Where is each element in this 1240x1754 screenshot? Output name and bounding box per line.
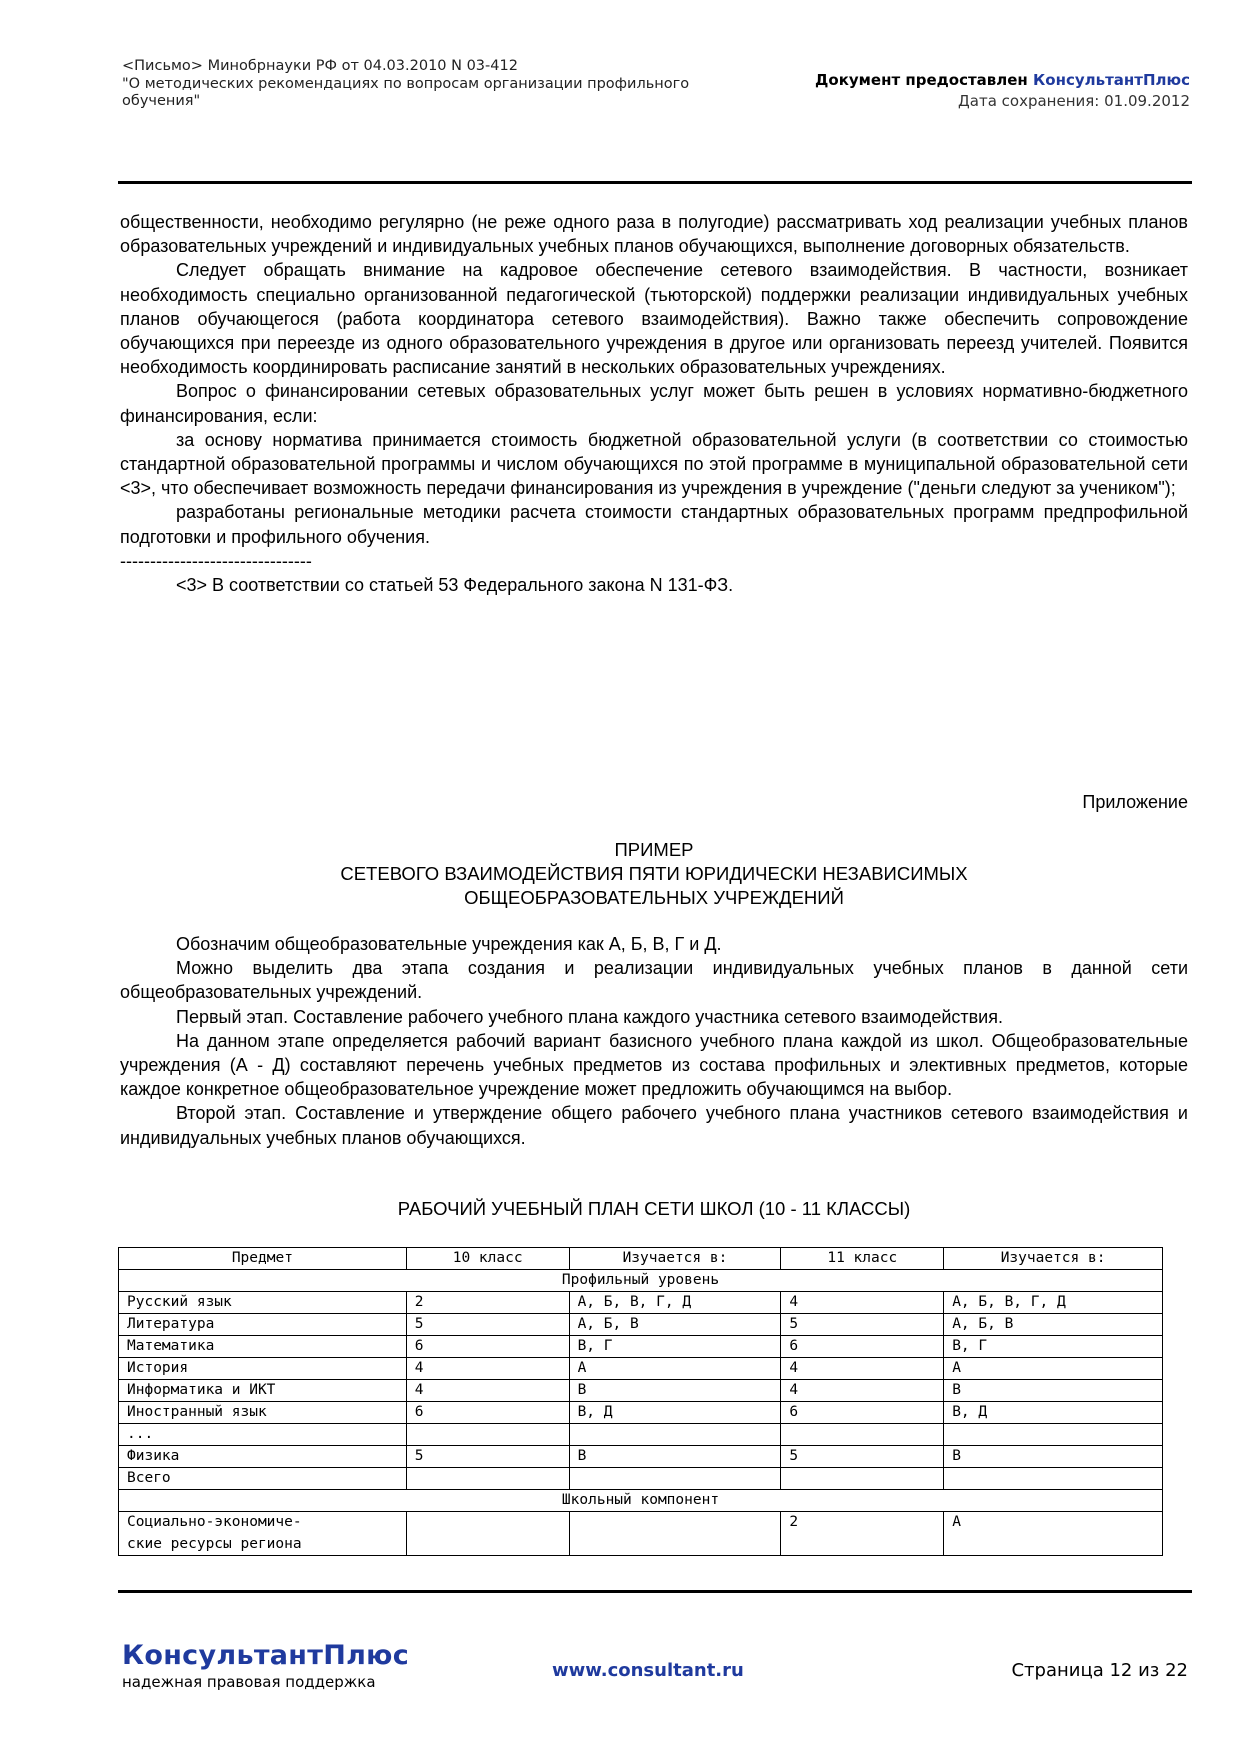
header-studied-in-10: Изучается в: (569, 1248, 781, 1270)
page-number: Страница 12 из 22 (1011, 1660, 1188, 1681)
table-cell: Информатика и ИКТ (119, 1380, 407, 1402)
brand-logo-text: КонсультантПлюс (122, 1640, 410, 1671)
table-row (119, 1446, 1163, 1468)
table-cell: 5 (781, 1314, 944, 1336)
document-header (122, 58, 1190, 178)
provided-prefix: Документ предоставлен (815, 71, 1034, 89)
table-cell: 4 (406, 1380, 569, 1402)
table-cell (781, 1468, 944, 1490)
table-cell: Физика (119, 1446, 407, 1468)
table-row (119, 1358, 1163, 1380)
title-line-3: ОБЩЕОБРАЗОВАТЕЛЬНЫХ УЧРЕЖДЕНИЙ (464, 887, 844, 908)
table-cell: 4 (781, 1380, 944, 1402)
table-cell: В, Г (944, 1336, 1163, 1358)
footnote-separator: -------------------------------- (120, 550, 312, 571)
table-row (119, 1424, 1163, 1446)
table-cell: 5 (781, 1446, 944, 1468)
provided-by (815, 70, 1190, 91)
table-cell: 5 (406, 1314, 569, 1336)
table-cell: 6 (406, 1402, 569, 1424)
paragraph: Следует обращать внимание на кадровое обеспечение сетевого взаимодействия. В частности, возникает необходимость специально организованной педагогической (тьюторской) поддержки реализации индивидуальных учебных планов обучающегося (работа координатора сетевого взаимодействия). Важно также обеспечить сопровождение обучающихся при переезде из одного образовательного учреждения в другое или организовать переезд учителей. Появится необходимость координировать расписание занятий в нескольких образовательных учреждениях. (120, 260, 1188, 378)
paragraph: за основу норматива принимается стоимость бюджетной образовательной услуги (в соответствии со стоимостью стандартной образовательной программы и числом обучающихся по этой программе в муниципальной образовательной сети <3>, что обеспечивает возможность передачи финансирования из учреждения в учреждение ("деньги следуют за учеником"); (120, 429, 1188, 499)
table-cell: 6 (406, 1336, 569, 1358)
table-cell: А (944, 1512, 1163, 1556)
website-link[interactable]: www.consultant.ru (552, 1660, 744, 1681)
table-cell (406, 1468, 569, 1490)
paragraph: Можно выделить два этапа создания и реализации индивидуальных учебных планов в данной сети общеобразовательных учреждений. (120, 958, 1188, 1003)
document-reference (122, 58, 722, 111)
header-grade10: 10 класс (406, 1248, 569, 1270)
body-section-1 (120, 210, 1188, 597)
save-date: Дата сохранения: 01.09.2012 (958, 92, 1190, 110)
table-cell: В, Д (569, 1402, 781, 1424)
section-label: Школьный компонент (119, 1490, 1163, 1512)
title-line-1: ПРИМЕР (614, 839, 694, 860)
table-cell: В, Г (569, 1336, 781, 1358)
header-grade11: 11 класс (781, 1248, 944, 1270)
table-cell (569, 1424, 781, 1446)
table-cell: А (944, 1358, 1163, 1380)
curriculum-table (118, 1247, 1163, 1556)
table-cell: Социально-экономиче- ские ресурсы региона (119, 1512, 407, 1556)
table-cell: В (944, 1446, 1163, 1468)
table-cell (944, 1424, 1163, 1446)
appendix-title (120, 838, 1188, 910)
table-cell (569, 1468, 781, 1490)
table-cell: А, Б, В (569, 1314, 781, 1336)
table-section-row (119, 1490, 1163, 1512)
title-line-2: СЕТЕВОГО ВЗАИМОДЕЙСТВИЯ ПЯТИ ЮРИДИЧЕСКИ НЕЗАВИСИМЫХ (340, 863, 968, 884)
table-cell: А (569, 1358, 781, 1380)
table-row (119, 1512, 1163, 1556)
header-subject: Предмет (119, 1248, 407, 1270)
table-cell: Литература (119, 1314, 407, 1336)
table-header-row (119, 1248, 1163, 1270)
table-cell: Математика (119, 1336, 407, 1358)
table-cell: А, Б, В, Г, Д (944, 1292, 1163, 1314)
table-cell: А, Б, В (944, 1314, 1163, 1336)
header-studied-in-11: Изучается в: (944, 1248, 1163, 1270)
table-cell: Русский язык (119, 1292, 407, 1314)
reference-line-2: "О методических рекомендациях по вопросам организации профильного (122, 75, 690, 92)
section-label: Профильный уровень (119, 1270, 1163, 1292)
table-cell: История (119, 1358, 407, 1380)
table-title: РАБОЧИЙ УЧЕБНЫЙ ПЛАН СЕТИ ШКОЛ (10 - 11 КЛАССЫ) (397, 1198, 911, 1219)
table-cell (569, 1512, 781, 1556)
table-cell: 6 (781, 1402, 944, 1424)
table-cell: Всего (119, 1468, 407, 1490)
paragraph: Первый этап. Составление рабочего учебного плана каждого участника сетевого взаимодействия. (176, 1006, 1003, 1027)
footer-brand (122, 1640, 409, 1691)
footer-divider (118, 1590, 1192, 1593)
table-cell: 5 (406, 1446, 569, 1468)
table-cell: 4 (406, 1358, 569, 1380)
header-divider (118, 181, 1192, 184)
body-section-2 (120, 932, 1188, 1150)
paragraph: разработаны региональные методики расчета стоимости стандартных образовательных программ предпрофильной подготовки и профильного обучения. (120, 502, 1188, 547)
table-cell: 4 (781, 1358, 944, 1380)
provider-info (815, 70, 1190, 112)
table-cell (944, 1468, 1163, 1490)
table-row (119, 1314, 1163, 1336)
paragraph: Второй этап. Составление и утверждение общего рабочего учебного плана участников сетевого взаимодействия и индивидуальных учебных планов обучающихся. (120, 1103, 1188, 1148)
table-row (119, 1292, 1163, 1314)
table-cell (781, 1424, 944, 1446)
brand-tagline: надежная правовая поддержка (122, 1673, 376, 1691)
paragraph: Обозначим общеобразовательные учреждения как А, Б, В, Г и Д. (176, 934, 722, 954)
paragraph: Вопрос о финансировании сетевых образовательных услуг может быть решен в условиях нормативно-бюджетного финансирования, если: (120, 381, 1188, 426)
table-row (119, 1336, 1163, 1358)
table-cell: 2 (406, 1292, 569, 1314)
table-cell: 2 (781, 1512, 944, 1556)
table-section-row (119, 1270, 1163, 1292)
table-cell: В, Д (944, 1402, 1163, 1424)
reference-line-3: обучения" (122, 93, 201, 109)
table-cell: ... (119, 1424, 407, 1446)
table-cell: 4 (781, 1292, 944, 1314)
table-cell: В (569, 1380, 781, 1402)
provided-brand: КонсультантПлюс (1033, 71, 1190, 89)
reference-line-1: <Письмо> Минобрнауки РФ от 04.03.2010 N 03-412 (122, 58, 518, 74)
table-cell: В (944, 1380, 1163, 1402)
paragraph: На данном этапе определяется рабочий вариант базисного учебного плана каждой из школ. Общеобразовательные учреждения (А - Д) составляют перечень учебных предметов из состава профильных и элективных предметов, которые каждое конкретное общеобразовательное учреждение может предложить обучающимся на выбор. (120, 1030, 1188, 1100)
appendix-label: Приложение (1082, 792, 1188, 812)
table-cell (406, 1512, 569, 1556)
table-cell (406, 1424, 569, 1446)
table-row (119, 1380, 1163, 1402)
table-cell: Иностранный язык (119, 1402, 407, 1424)
footnote: <3> В соответствии со статьей 53 Федерального закона N 131-ФЗ. (176, 575, 734, 596)
table-cell: 6 (781, 1336, 944, 1358)
table-cell: А, Б, В, Г, Д (569, 1292, 781, 1314)
table-row (119, 1402, 1163, 1424)
table-row (119, 1468, 1163, 1490)
paragraph: общественности, необходимо регулярно (не реже одного раза в полугодие) рассматривать ход реализации учебных планов образовательных учреждений и индивидуальных учебных планов обучающихся, выполнение договорных обязательств. (120, 212, 1188, 257)
table-cell: В (569, 1446, 781, 1468)
